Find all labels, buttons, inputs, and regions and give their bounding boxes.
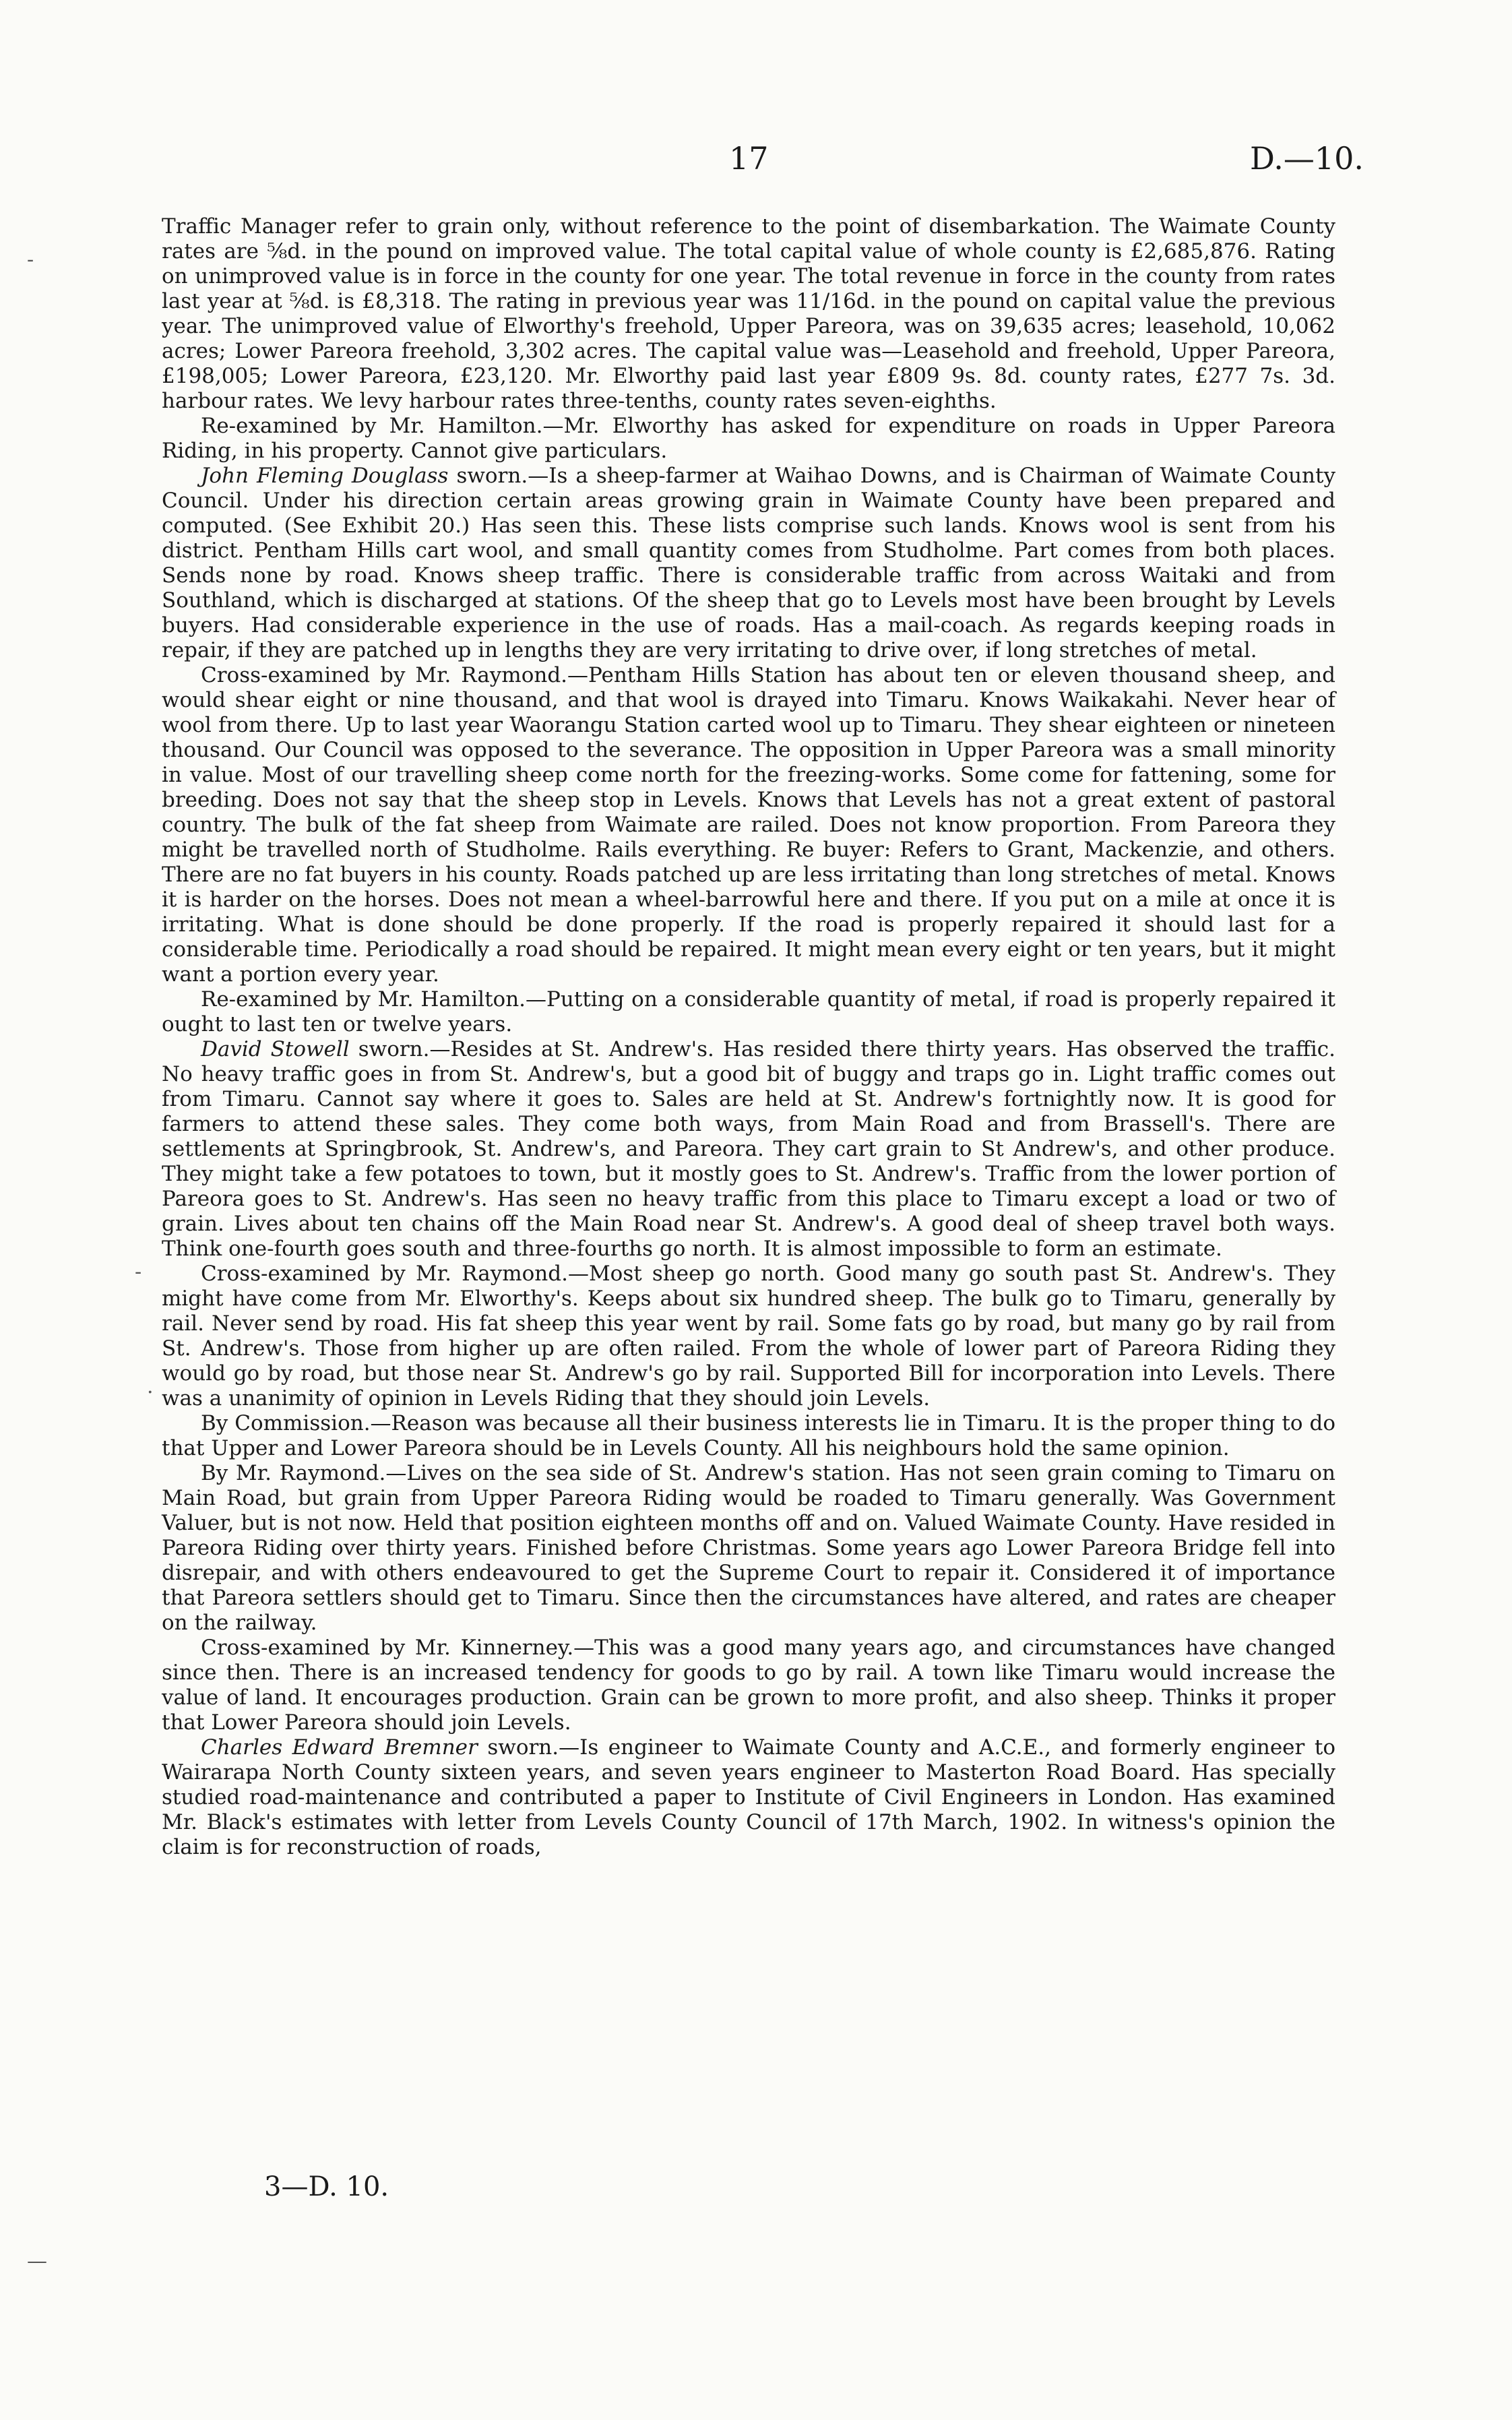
signature-mark: 3—D. 10. — [264, 2171, 389, 2202]
paragraph-text: By Mr. Raymond.—Lives on the sea side of St. Andrew's station. Has not seen grain coming to Timaru on Main Road, but grain from Upper Pareora Riding would be roaded to Timaru generally. Was Government Valuer, but is not now. Held that position eighteen months off and on. Valued Waimate County. Have resided in Pareora Riding over thirty years. Finished before Christmas. Some years ago Lower Pareora Bridge fell into disrepair, and with others endeavoured to get the Supreme Court to repair it. Considered it of importance that Pareora settlers should get to Timaru. Since then the circumstances have altered, and rates are cheaper on the railway. — [162, 1461, 1335, 1635]
witness-name: David Stowell — [201, 1037, 350, 1061]
paragraph-text: sworn.—Is a sheep-farmer at Waihao Downs, and is Chairman of Waimate County Council. Under his direction certain areas growing grain in Waimate County have been prepared and computed. (See Exhibit 20.) Has seen this. These lists comprise such lands. Knows wool is sent from his district. Pentham Hills cart wool, and small quantity comes from Studholme. Part comes from both places. Sends none by road. Knows sheep traffic. There is considerable traffic from across Waitaki and from Southland, which is discharged at stations. Of the sheep that go to Levels most have been brought by Levels buyers. Had considerable experience in the use of roads. Has a mail-coach. As regards keeping roads in repair, if they are patched up in lengths they are very irritating to drive over, if long stretches of metal. — [162, 464, 1335, 662]
witness-name: Charles Edward Bremner — [201, 1735, 478, 1760]
paragraph — [162, 1461, 1335, 1636]
paragraph — [162, 214, 1335, 414]
margin-mark: . — [147, 1375, 154, 1398]
margin-mark: - — [135, 1260, 142, 1284]
paragraph — [162, 1735, 1335, 1860]
paragraph-text: Re-examined by Mr. Hamilton.—Mr. Elworthy has asked for expenditure on roads in Upper Pareora Riding, in his property. Cannot give particulars. — [162, 414, 1335, 463]
paragraph — [162, 1037, 1335, 1262]
paragraph — [162, 663, 1335, 987]
body-text — [162, 214, 1335, 1860]
paragraph — [162, 414, 1335, 464]
paragraph-text: Cross-examined by Mr. Kinnerney.—This was a good many years ago, and circumstances have changed since then. There is an increased tendency for goods to go by rail. A town like Timaru would increase the value of land. It encourages production. Grain can be grown to more profit, and also sheep. Thinks it proper that Lower Pareora should join Levels. — [162, 1636, 1335, 1735]
paragraph-text: Traffic Manager refer to grain only, without reference to the point of disembarkation. The Waimate County rates are ⅝d. in the pound on improved value. The total capital value of whole county is £2,685,876. Rating on unimproved value is in force in the county for one year. The total revenue in force in the county from rates last year at ⅝d. is £8,318. The rating in previous year was 11/16d. in the pound on capital value the previous year. The unimproved value of Elworthy's freehold, Upper Pareora, was on 39,635 acres; leasehold, 10,062 acres; Lower Pareora freehold, 3,302 acres. The capital value was—Leasehold and freehold, Upper Pareora, £198,005; Lower Pareora, £23,120. Mr. Elworthy paid last year £809 9s. 8d. county rates, £277 7s. 3d. harbour rates. We levy harbour rates three-tenths, county rates seven-eighths. — [162, 214, 1335, 413]
paragraph — [162, 1636, 1335, 1735]
paragraph-text: Re-examined by Mr. Hamilton.—Putting on a considerable quantity of metal, if road is properly repaired it ought to last ten or twelve years. — [162, 987, 1335, 1036]
paragraph-text: sworn.—Is engineer to Waimate County and A.C.E., and formerly engineer to Wairarapa North County sixteen years, and seven years engineer to Masterton Road Board. Has specially studied road-maintenance and contributed a paper to Institute of Civil Engineers in London. Has examined Mr. Black's estimates with letter from Levels County Council of 17th March, 1902. In witness's opinion the claim is for reconstruction of roads, — [162, 1735, 1335, 1859]
paragraph-text: Cross-examined by Mr. Raymond.—Most sheep go north. Good many go south past St. Andrew's. They might have come from Mr. Elworthy's. Keeps about six hundred sheep. The bulk go to Timaru, generally by rail. Never send by road. His fat sheep this year went by rail. Some fats go by road, but many go by rail from St. Andrew's. Those from higher up are often railed. From the whole of lower part of Pareora Riding they would go by road, but those near St. Andrew's go by rail. Supported Bill for incorporation into Levels. There was a unanimity of opinion in Levels Riding that they should join Levels. — [162, 1262, 1335, 1410]
paragraph-text: Cross-examined by Mr. Raymond.—Pentham Hills Station has about ten or eleven thousand sheep, and would shear eight or nine thousand, and that wool is drayed into Timaru. Knows Waikakahi. Never hear of wool from there. Up to last year Waorangu Station carted wool up to Timaru. They shear eighteen or nineteen thousand. Our Council was opposed to the severance. The opposition in Upper Pareora was a small minority in value. Most of our travelling sheep come north for the freezing-works. Some come for fattening, some for breeding. Does not say that the sheep stop in Levels. Knows that Levels has not a great extent of pastoral country. The bulk of the fat sheep from Waimate are railed. Does not know proportion. From Pareora they might be travelled north of Studholme. Rails everything. Re buyer: Refers to Grant, Mackenzie, and others. There are no fat buyers in his county. Roads patched up are less irritating than long stretches of metal. Knows it is harder on the horses. Does not mean a wheel-barrowful here and there. If you put on a mile at once it is irritating. What is done should be done properly. If the road is properly repaired it should last for a considerable time. Periodically a road should be repaired. It might mean every eight or ten years, but it might want a portion every year. — [162, 663, 1335, 987]
page-number: 17 — [729, 140, 769, 177]
paragraph — [162, 1411, 1335, 1461]
paragraph — [162, 1262, 1335, 1411]
paragraph-text: sworn.—Resides at St. Andrew's. Has resided there thirty years. Has observed the traffic. No heavy traffic goes in from St. Andrew's, but a good bit of buggy and traps go in. Light traffic comes out from Timaru. Cannot say where it goes to. Sales are held at St. Andrew's fortnightly now. It is good for farmers to attend these sales. They come both ways, from Main Road and from Brassell's. There are settlements at Springbrook, St. Andrew's, and Pareora. They cart grain to St Andrew's, and other produce. They might take a few potatoes to town, but it mostly goes to St. Andrew's. Traffic from the lower portion of Pareora goes to St. Andrew's. Has seen no heavy traffic from this place to Timaru except a load or two of grain. Lives about ten chains off the Main Road near St. Andrew's. A good deal of sheep travel both ways. Think one-fourth goes south and three-fourths go north. It is almost impossible to form an estimate. — [162, 1037, 1335, 1261]
witness-name: John Fleming Douglass — [201, 464, 449, 488]
paragraph — [162, 987, 1335, 1037]
paragraph — [162, 464, 1335, 663]
paragraph-text: By Commission.—Reason was because all their business interests lie in Timaru. It is the proper thing to do that Upper and Lower Pareora should be in Levels County. All his neighbours hold the same opinion. — [162, 1411, 1335, 1460]
page-header — [0, 138, 1512, 185]
margin-mark: - — [27, 248, 34, 272]
margin-mark: — — [27, 2250, 47, 2273]
document-reference: D.—10. — [1249, 140, 1364, 177]
